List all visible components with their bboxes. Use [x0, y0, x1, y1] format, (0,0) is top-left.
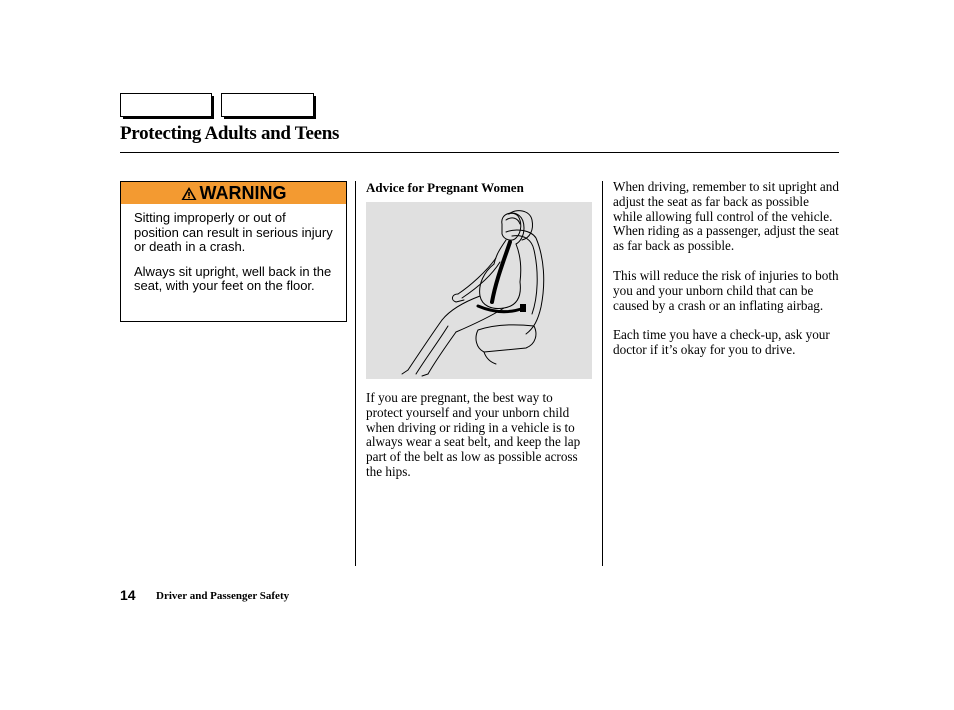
driving-paragraph-2: This will reduce the risk of injuries to both you and your unborn child that can be caused by a crash or an inflating airbag.	[613, 267, 839, 313]
section-heading: Advice for Pregnant Women	[366, 180, 524, 195]
driving-paragraph-3: Each time you have a check-up, ask your doctor if it’s okay for you to drive.	[613, 327, 830, 358]
nav-tab-2[interactable]	[221, 93, 314, 117]
page-title: Protecting Adults and Teens	[120, 123, 340, 144]
driving-paragraph-1: When driving, remember to sit upright and adjust the seat as far back as possible while allowing full control of the vehicle. When riding as a passenger, adjust the seat as far back as possible.	[613, 179, 839, 254]
column-pregnant-advice	[366, 180, 592, 480]
warning-box	[120, 181, 347, 322]
nav-tab-1[interactable]	[120, 93, 212, 117]
warning-heading: WARNING	[199, 182, 287, 203]
pregnancy-paragraph: If you are pregnant, the best way to protect yourself and your unborn child when driving or riding in a vehicle is to always wear a seat belt, and keep the lap part of the belt as low as possible across the hips.	[366, 390, 581, 479]
column-divider-1	[355, 181, 356, 566]
column-driving-advice	[613, 180, 839, 373]
title-divider	[120, 152, 839, 153]
warning-paragraph-2: Always sit upright, well back in the seat, with your feet on the floor.	[134, 263, 332, 294]
warning-paragraph-1: Sitting improperly or out of position can result in serious injury or death in a crash.	[134, 210, 333, 255]
section-footer: Driver and Passenger Safety	[156, 590, 290, 602]
pregnant-woman-seatbelt-illustration	[366, 202, 592, 379]
warning-triangle-icon	[181, 186, 197, 201]
page-number: 14	[120, 587, 136, 603]
warning-header	[121, 182, 346, 204]
column-divider-2	[602, 181, 603, 566]
